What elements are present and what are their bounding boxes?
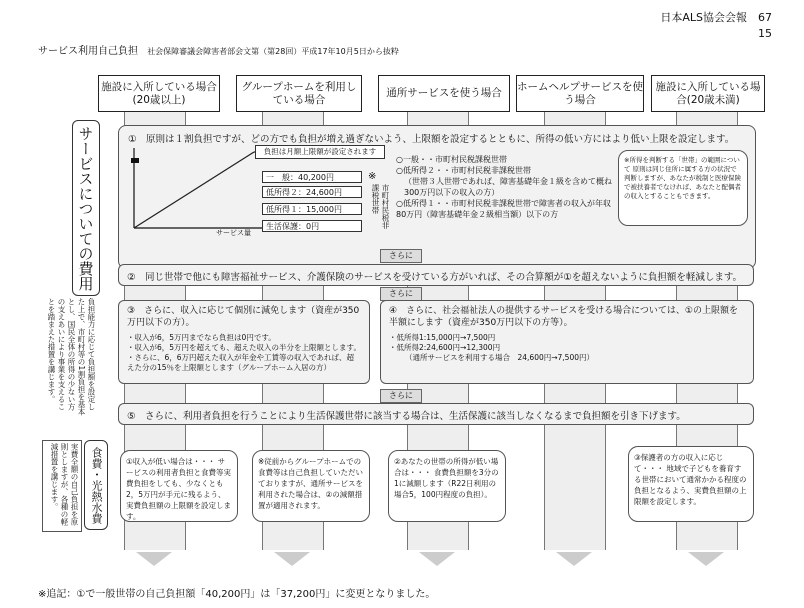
non-taxable-label: 市町村民税非課税世帯 <box>371 184 390 229</box>
tier-low-income-2: 低所得２：24,600円 <box>262 186 362 198</box>
food-utilities-label: 食費・光熱水費 <box>84 440 108 530</box>
section-5-box: ⑤ さらに、利用者負担を行うことにより生活保護世帯に該当する場合は、生活保護に該当しなくなるまで負担額を引き下げます。 <box>118 403 754 425</box>
tier-general: 一 般：40,200円 <box>262 171 362 183</box>
down-arrow-5 <box>688 552 724 566</box>
section-4-lines <box>389 333 745 363</box>
sara-label-2: さらに <box>380 287 422 301</box>
desc-low-2-detail: （世帯３人世帯であれば、障害基礎年金１級を含めて概ね300万円以下の収入の方） <box>404 177 612 197</box>
footnote: ※追記：①で一般世帯の自己負担額「40,200円」は「37,200円」に変更となりました。 <box>38 589 436 600</box>
column-header-3: 通所サービスを使う場合 <box>378 75 510 112</box>
sara-label-1: さらに <box>380 249 422 263</box>
section-3-text: ③ さらに、収入に応じて個別に減免します（資産が350万円以下の方）。 <box>127 306 360 328</box>
column-header-1: 施設に入所している場合(20歳以上) <box>98 75 220 112</box>
section-3-line-2: ・収入が6，5万円を超えても、超えた収入の半分を上限額とします。 <box>127 343 361 352</box>
desc-low-1: ○低所得１・・市町村民税非課税世帯で障害者の収入が年収80万円（障害基礎年金２級相当額）以下の方 <box>396 199 611 219</box>
column-header-2: グループホームを利用している場合 <box>236 75 362 112</box>
food-bubble-3: ②あなたの世帯の所得が低い場合は・・・ 食費負担額を3分の1に減額します（R22日利用の場合5，100円程度の負担）。 <box>388 450 506 522</box>
chart-y-mark <box>131 158 139 163</box>
section-3-box <box>118 300 370 384</box>
tier-mark: ※ <box>368 171 377 182</box>
income-descriptions <box>396 154 612 220</box>
section-4-line-3: （通所サービスを利用する場合 24,600円→7,500円） <box>405 353 594 362</box>
chart-callout: 負担は月額上限額が設定されます <box>255 145 385 159</box>
household-scope-bubble: ※所得を判断する「世帯」の範囲について 原則は同じ住所に属する方の状況で判断しますが、あなたが税制と医療保険で被扶養者でなければ、あなたと配偶者の収入とすることもできます。 <box>618 150 748 226</box>
tier-low-income-1: 低所得１：15,000円 <box>262 203 362 215</box>
down-arrow-1 <box>136 552 172 566</box>
down-arrow-2 <box>274 552 310 566</box>
page-number: 15 <box>758 27 772 40</box>
chart-axis-label: サービス量 <box>216 229 251 237</box>
service-cost-label: サービスについての費用 <box>72 120 100 296</box>
section-2-box: ② 同じ世帯で他にも障害福祉サービス、介護保険のサービスを受けている方がいれば、その合算額が①を超えないように負担額を軽減します。 <box>118 264 754 286</box>
chart-rising-line <box>134 152 254 228</box>
section-4-box <box>380 300 754 384</box>
tier-welfare: 生活保護：0円 <box>262 220 362 232</box>
food-note: 実費全額の自己負担を原則としますが、各種の軽減措置を講じます。 <box>42 440 82 532</box>
section-1-text: ① 原則は１割負担ですが、どの方でも負担が増え過ぎないよう、上限額を設定するとともに、所得の低い方にはより低い上限を設定します。 <box>128 134 735 145</box>
section-3-line-3: ・さらに、6，6万円超えた収入が年金や工賃等の収入であれば、超えた分の15％を上限額とします（グループホーム入居の方） <box>127 353 355 372</box>
title-source: 社会保障審議会障害者部会文第（第28回）平成17年10月5日から抜粋 <box>147 47 399 56</box>
section-4-text: ④ さらに、社会福祉法人の提供するサービスを受ける場合については、①の上限額を半額にします（資産が350万円以下の方等）。 <box>389 306 738 328</box>
page-title <box>38 42 399 57</box>
desc-low-2: ○低所得２・・市町村民税非課税世帯 <box>396 166 531 175</box>
section-3-line-1: ・収入が6，5万円までなら負担は0円です。 <box>127 333 276 342</box>
section-4-line-1: ・低所得1:15,000円→7,500円 <box>389 333 496 342</box>
sara-label-3: さらに <box>380 389 422 403</box>
page-header <box>660 10 772 42</box>
food-bubble-4: ③保護者の方の収入に応じて・・・ 地域で子どもを養育する世帯において通常かかる程度の負担となるよう、実費負担額の上限額を設定します。 <box>628 446 754 522</box>
service-note: 負担能力に応じて負担額を設定した上で、市町村等の1割負担を基本とし、国民全体の所得の少ない方の支えあいにより事業を支えることを踏まえた措置を講じます。 <box>47 298 96 416</box>
down-arrow-4 <box>556 552 592 566</box>
page-header-line1: 日本ALS協会会報 67 <box>660 11 772 24</box>
down-arrow-3 <box>419 552 455 566</box>
food-bubble-2: ※従前からグループホームでの食費等は自己負担していただいておりますが、通所サービスを利用された場合は、②の減額措置が適用されます。 <box>252 450 370 522</box>
section-4-line-2: ・低所得2:24,600円→12,300円 <box>389 343 501 352</box>
column-header-4: ホームヘルプサービスを使う場合 <box>516 75 644 112</box>
food-bubble-1: ①収入が低い場合は・・・ サービスの利用者負担と食費等実費負担をしても、少なくとも2，5万円が手元に残るよう、実費負担額の上限額を設定します。 <box>120 450 238 522</box>
column-header-5: 施設に入所している場合(20歳未満) <box>651 75 765 112</box>
title-main: サービス利用自己負担 <box>38 46 138 57</box>
section-3-lines <box>127 333 361 373</box>
desc-general: ○一般・・市町村民税課税世帯 <box>396 155 507 164</box>
